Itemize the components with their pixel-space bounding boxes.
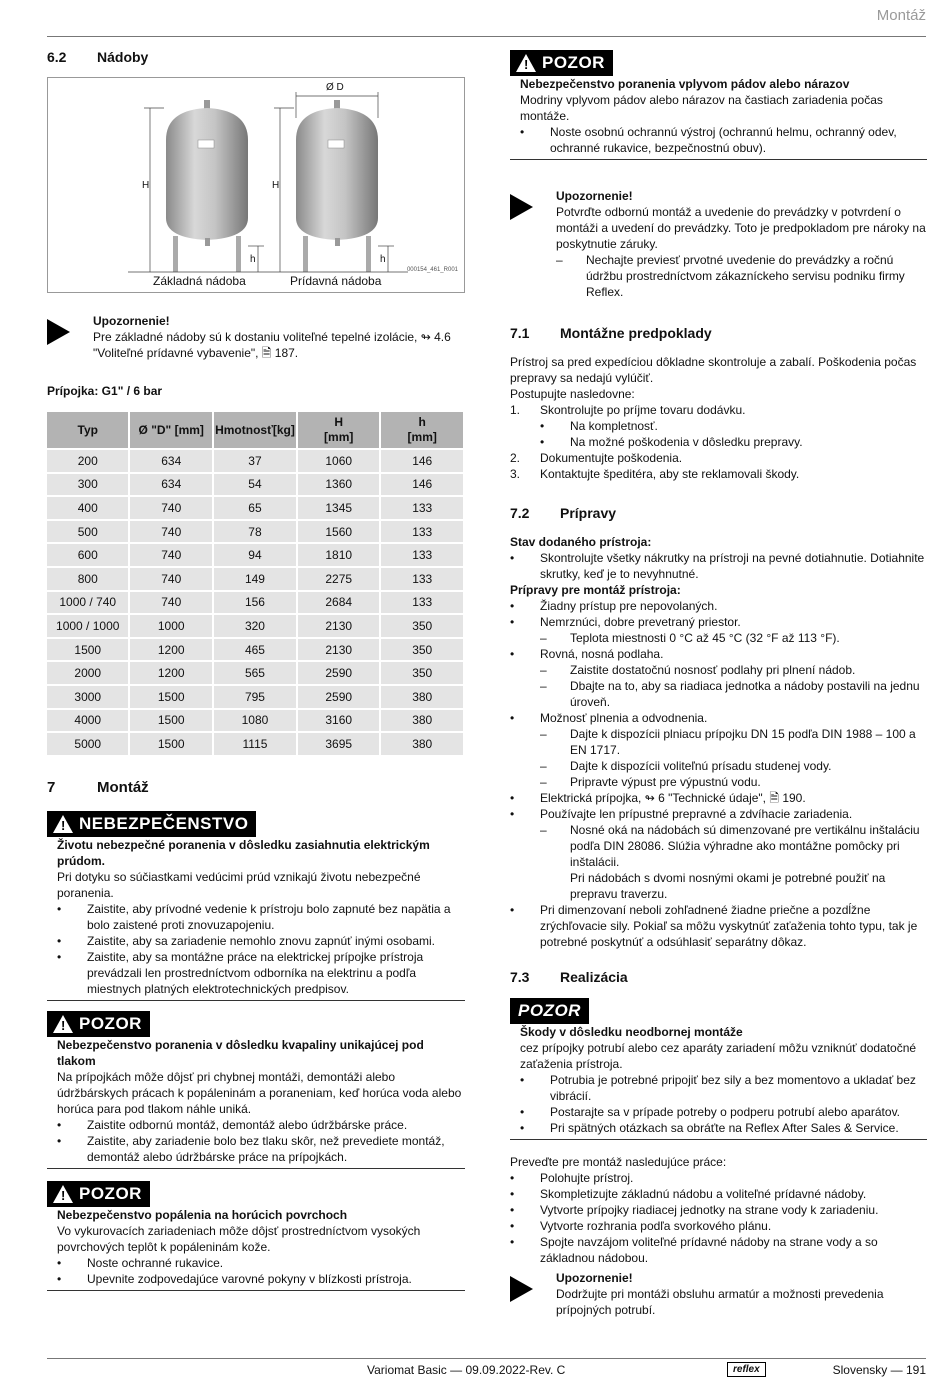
list-item	[57, 901, 465, 933]
table-cell: 1000	[130, 615, 212, 637]
connection-spec: Prípojka: G1" / 6 bar	[47, 384, 163, 398]
table-cell: 37	[214, 450, 296, 472]
table-cell: 65	[214, 497, 296, 519]
note-title: Upozornenie!	[556, 189, 633, 203]
arrow-icon	[510, 188, 556, 300]
header-rule	[47, 36, 926, 37]
additional-vessel-graphic	[296, 100, 378, 272]
s71-text2: Postupujte nasledovne:	[510, 387, 635, 401]
bullet: •	[510, 903, 515, 917]
table-cell: 1200	[130, 639, 212, 661]
table-cell: 1810	[298, 544, 380, 566]
table-row	[47, 733, 463, 755]
table-cell: 2590	[298, 662, 380, 684]
dim-h-label-right: H	[272, 180, 280, 191]
dim-small-h-label-left: h	[250, 254, 256, 265]
dash: –	[540, 727, 547, 741]
table-cell: 78	[214, 521, 296, 543]
item-text: Používajte len prípustné prepravné a zdvíhacie zariadenia.	[540, 807, 853, 821]
table-cell: 634	[130, 474, 212, 496]
subheading-delivered-state: Stav dodaného prístroja:	[510, 535, 652, 549]
note-fittings	[510, 1270, 927, 1318]
footer-rule	[47, 1358, 926, 1359]
table-cell: 800	[47, 568, 128, 590]
bullet: •	[57, 901, 62, 916]
table-cell: 300	[47, 474, 128, 496]
dim-small-h-label-right: h	[380, 254, 386, 265]
table-cell: 380	[381, 733, 463, 755]
note-title: Upozornenie!	[556, 1271, 633, 1285]
warning-title: Nebezpečenstvo poranenia v dôsledku kvapaliny unikajúcej pod tlakom	[57, 1037, 424, 1068]
table-cell: 634	[130, 450, 212, 472]
list-item	[510, 450, 927, 466]
caution-pressure-block	[47, 1011, 465, 1169]
badge-label: POZOR	[542, 53, 605, 72]
table-cell: 133	[381, 521, 463, 543]
note-title: Upozornenie!	[93, 314, 170, 328]
danger-badge	[47, 811, 256, 837]
table-row	[47, 615, 463, 637]
item-text: Kontaktujte špeditéra, aby ste reklamovali škody.	[540, 467, 800, 481]
header-chapter: Montáž	[876, 7, 926, 24]
item-text: Spojte navzájom voliteľné prídavné nádoby na strane vody a so základnou nádobou.	[540, 1235, 878, 1265]
table-row	[47, 544, 463, 566]
list-item	[510, 806, 927, 822]
note-text: Potvrďte odbornú montáž a uvedenie do prevádzky v potvrdení o montáži a uvedení do prevádzky. Toto je predpokladom pre nároky na poskytnutie záruky.	[556, 205, 926, 251]
bullet: •	[510, 807, 515, 821]
table-row	[47, 592, 463, 614]
list-item	[520, 1104, 927, 1120]
list-item	[510, 1170, 927, 1186]
table-cell: 795	[214, 686, 296, 708]
caution-badge	[510, 998, 589, 1024]
base-vessel-graphic	[166, 100, 248, 272]
section-title: Montáž	[97, 778, 149, 796]
subheading-preparations: Prípravy pre montáž prístroja:	[510, 583, 681, 597]
table-cell: 146	[381, 474, 463, 496]
item-text: Pripravte výpust pre výpustnú vodu.	[570, 775, 761, 789]
table-cell: 2275	[298, 568, 380, 590]
item-text: Nosné oká na nádobách sú dimenzované pre vertikálnu inštaláciu podľa DIN 28086. Slúžia výhradne ako montážne pomôcky pri inštalácii.	[570, 823, 920, 869]
table-cell: 1500	[130, 710, 212, 732]
spacer	[540, 870, 570, 902]
table-cell: 2130	[298, 615, 380, 637]
vessel-drawing	[48, 78, 464, 292]
table-cell: 5000	[47, 733, 128, 755]
table-cell: 1000 / 740	[47, 592, 128, 614]
list-item	[57, 1255, 465, 1271]
list-item	[520, 1120, 927, 1136]
item-text: Skontrolujte po príjme tovaru dodávku.	[540, 403, 746, 417]
warning-text: Modriny vplyvom pádov alebo nárazov na častiach zariadenia počas montáže.	[520, 93, 883, 123]
list-item	[57, 1117, 465, 1133]
table-cell: 600	[47, 544, 128, 566]
table-cell: 146	[381, 450, 463, 472]
col-header-diameter: Ø "D" [mm]	[130, 412, 212, 448]
item-text: Zaistite odbornú montáž, demontáž alebo údržbárske práce.	[87, 1117, 408, 1132]
section-number: 7.2	[510, 505, 530, 521]
step-number: 3.	[510, 467, 521, 481]
list-item	[510, 902, 927, 950]
table-cell: 2000	[47, 662, 128, 684]
section-number: 7	[47, 778, 56, 796]
list-item	[57, 933, 465, 949]
table-cell: 1500	[130, 686, 212, 708]
item-text: Rovná, nosná podlaha.	[540, 647, 664, 661]
item-text: Skompletizujte základnú nádobu a voliteľné prídavné nádoby.	[540, 1187, 867, 1201]
warning-text: Vo vykurovacích zariadeniach môže dôjsť prostredníctvom vysokých povrchových teplôt k popáleninám kože.	[57, 1223, 421, 1254]
badge-label: POZOR	[79, 1013, 142, 1033]
bullet: •	[520, 1105, 525, 1119]
list-item	[57, 949, 465, 997]
item-text: Elektrická prípojka, ↬ 6 "Technické údaje", 🗎 190.	[540, 791, 806, 805]
bullet: •	[510, 1187, 515, 1201]
list-item	[510, 614, 927, 630]
item-text: Možnosť plnenia a odvodnenia.	[540, 711, 708, 725]
item-text: Pri nádobách s dvomi nosnými okami je potrebné použiť na prepravu traverzu.	[570, 871, 886, 901]
warning-title: Nebezpečenstvo popálenia na horúcich povrchoch	[57, 1207, 348, 1222]
item-text: Pri spätných otázkach sa obráťte na Reflex After Sales & Service.	[550, 1121, 899, 1135]
table-cell: 350	[381, 662, 463, 684]
table-cell: 133	[381, 544, 463, 566]
bullet: •	[510, 1203, 515, 1217]
note-text: Pre základné nádoby sú k dostaniu voliteľné tepelné izolácie, ↬ 4.6 "Voliteľné prídavné vybavenie", 🗎 187.	[93, 330, 451, 360]
list-item	[540, 726, 927, 758]
list-item	[57, 1271, 465, 1287]
item-text: Skontrolujte všetky nákrutky na prístroji na pevné dotiahnutie. Dotiahnite skrutky, keď je to nevyhnutné.	[540, 551, 925, 581]
item-text: Dajte k dispozícii plniacu prípojku DN 15 podľa DIN 1988 – 100 a EN 1717.	[570, 727, 916, 757]
table-cell: 350	[381, 615, 463, 637]
dash: –	[540, 759, 547, 773]
list-item	[510, 710, 927, 726]
list-item	[510, 550, 927, 582]
vessel-figure	[47, 77, 465, 293]
item-text: Nechajte previesť prvotné uvedenie do prevádzky a ročnú údržbu prostredníctvom zákazníckeho servisu podniku firmy Reflex.	[586, 253, 905, 299]
table-cell: 380	[381, 710, 463, 732]
right-column	[510, 50, 927, 1318]
note-text: Dodržujte pri montáži obsluhu armatúr a možnosti prevedenia prípojných potrubí.	[556, 1287, 884, 1317]
item-text: Noste ochranné rukavice.	[87, 1255, 224, 1270]
dash: –	[540, 775, 547, 789]
dim-diameter-label: Ø D	[326, 82, 344, 93]
table-cell: 320	[214, 615, 296, 637]
danger-electric-block	[47, 811, 465, 1001]
section-number: 6.2	[47, 49, 67, 65]
reflex-logo: reflex	[727, 1362, 766, 1377]
item-text: Pri dimenzovaní neboli zohľadnené žiadne priečne a pozdĺžne zrýchľovacie sily. Pokiaľ sa môžu vyskytnúť zaťaženia tohto typu, tak je potrebné poskytnúť a odsúhlasiť separátny dôkaz.	[540, 903, 918, 949]
table-cell: 1060	[298, 450, 380, 472]
item-text: Vytvorte prípojky riadiacej jednotky na strane vody k zariadeniu.	[540, 1203, 879, 1217]
badge-label: NEBEZPEČENSTVO	[79, 813, 249, 833]
list-item	[510, 1186, 927, 1202]
caution-badge	[47, 1011, 150, 1037]
item-text: Žiadny prístup pre nepovolaných.	[540, 599, 718, 613]
table-cell: 94	[214, 544, 296, 566]
section-title: Nádoby	[97, 49, 149, 65]
note-commissioning	[510, 188, 927, 300]
item-text: Nemrznúci, dobre prevetraný priestor.	[540, 615, 741, 629]
list-item	[540, 870, 927, 902]
figure-code: 000154_461_R001	[406, 267, 458, 273]
warning-text: cez prípojky potrubí alebo cez aparáty zariadení môžu vzniknúť dodatočné zaťaženia prístroja.	[520, 1041, 917, 1071]
list-item	[540, 418, 927, 434]
list-item	[520, 124, 927, 156]
table-cell: 500	[47, 521, 128, 543]
item-text: Dokumentujte poškodenia.	[540, 451, 683, 465]
list-item	[510, 1234, 927, 1266]
bullet: •	[510, 711, 515, 725]
s71-text1: Prístroj sa pred expedíciou dôkladne skontroluje a zabalí. Poškodenia počas prepravy sa nedajú vylúčiť.	[510, 355, 917, 385]
warning-triangle-icon: !	[53, 1185, 73, 1203]
section-7-2-heading	[510, 504, 927, 522]
dash: –	[556, 253, 563, 267]
section-number: 7.1	[510, 325, 530, 341]
table-cell: 565	[214, 662, 296, 684]
table-cell: 740	[130, 497, 212, 519]
table-cell: 1080	[214, 710, 296, 732]
dash: –	[540, 663, 547, 677]
bullet: •	[510, 1219, 515, 1233]
table-row	[47, 521, 463, 543]
table-cell: 350	[381, 639, 463, 661]
item-text: Upevnite zodpovedajúce varovné pokyny v blízkosti prístroja.	[87, 1271, 412, 1286]
table-cell: 4000	[47, 710, 128, 732]
bullet: •	[520, 1121, 525, 1135]
list-item	[540, 662, 927, 678]
table-cell: 2590	[298, 686, 380, 708]
caption-base-vessel: Základná nádoba	[153, 274, 246, 288]
section-7-heading	[47, 779, 465, 797]
table-cell: 400	[47, 497, 128, 519]
table-row	[47, 639, 463, 661]
table-row	[47, 710, 463, 732]
table-cell: 54	[214, 474, 296, 496]
list-item	[540, 758, 927, 774]
note-insulation	[47, 313, 465, 361]
table-row	[47, 474, 463, 496]
item-text: Zaistite, aby zariadenie bolo bez tlaku skôr, než prevediete montáž, demontáž alebo údržbárske práce na prípojkách.	[87, 1133, 445, 1164]
table-cell: 200	[47, 450, 128, 472]
table-cell: 1345	[298, 497, 380, 519]
caution-burn-block	[47, 1181, 465, 1291]
bullet: •	[57, 1255, 62, 1270]
warning-title: Nebezpečenstvo poranenia vplyvom pádov alebo nárazov	[520, 77, 850, 91]
bullet: •	[510, 615, 515, 629]
list-item	[540, 822, 927, 870]
item-text: Zaistite, aby sa zariadenie nemohlo znovu zapnúť inými osobami.	[87, 933, 436, 948]
bullet: •	[57, 1133, 62, 1148]
list-item	[57, 1133, 465, 1165]
step-number: 1.	[510, 403, 521, 417]
table-cell: 3695	[298, 733, 380, 755]
table-cell: 133	[381, 497, 463, 519]
item-text: Polohujte prístroj.	[540, 1171, 634, 1185]
table-row	[47, 686, 463, 708]
item-text: Na kompletnosť.	[570, 419, 658, 433]
item-text: Teplota miestnosti 0 °C až 45 °C (32 °F až 113 °F).	[570, 631, 840, 645]
caption-additional-vessel: Prídavná nádoba	[290, 274, 382, 288]
table-cell: 1560	[298, 521, 380, 543]
table-header-row	[47, 412, 463, 448]
step-number: 2.	[510, 451, 521, 465]
col-header-weight: Hmotnosť[kg]	[214, 412, 296, 448]
dash: –	[540, 631, 547, 645]
warning-triangle-icon: !	[53, 1015, 73, 1033]
bullet: •	[540, 419, 545, 433]
caution-badge	[510, 50, 613, 76]
dash: –	[540, 679, 547, 693]
works-intro: Preveďte pre montáž nasledujúce práce:	[510, 1155, 727, 1169]
bullet: •	[57, 1271, 62, 1286]
badge-label: POZOR	[518, 1001, 581, 1020]
section-number: 7.3	[510, 969, 530, 985]
bullet: •	[510, 551, 515, 565]
bullet: •	[510, 647, 515, 661]
warning-title: Životu nebezpečné poranenia v dôsledku zasiahnutia elektrickým prúdom.	[57, 837, 430, 868]
item-text: Na možné poškodenia v dôsledku prepravy.	[570, 435, 803, 449]
table-row	[47, 568, 463, 590]
bullet: •	[540, 435, 545, 449]
table-cell: 149	[214, 568, 296, 590]
table-cell: 1500	[47, 639, 128, 661]
vessel-table	[45, 410, 465, 757]
section-7-3-heading	[510, 968, 927, 986]
arrow-icon	[510, 1270, 556, 1318]
list-item	[510, 646, 927, 662]
caution-fall-block	[510, 50, 927, 160]
section-7-1-heading	[510, 324, 927, 342]
table-cell: 2130	[298, 639, 380, 661]
table-cell: 133	[381, 592, 463, 614]
col-header-small-h: h [mm]	[381, 412, 463, 448]
col-header-height: H [mm]	[298, 412, 380, 448]
table-cell: 1000 / 1000	[47, 615, 128, 637]
item-text: Potrubia je potrebné pripojiť bez sily a bez momentovo a ukladať bez vibrácií.	[550, 1073, 916, 1103]
table-cell: 740	[130, 521, 212, 543]
bullet: •	[57, 1117, 62, 1132]
table-row	[47, 497, 463, 519]
warning-title: Škody v dôsledku neodbornej montáže	[520, 1025, 743, 1039]
list-item	[540, 678, 927, 710]
table-cell: 740	[130, 568, 212, 590]
bullet: •	[57, 949, 62, 964]
table-cell: 156	[214, 592, 296, 614]
list-item	[510, 1202, 927, 1218]
bullet: •	[510, 791, 515, 805]
arrow-icon	[47, 313, 93, 361]
item-text: Zaistite, aby prívodné vedenie k prístroju bolo zapnuté bez napätia a bolo zaistené proti znovuzapojeniu.	[87, 901, 451, 932]
table-cell: 3160	[298, 710, 380, 732]
dash: –	[540, 823, 547, 837]
list-item	[510, 790, 927, 806]
footer-doc: Variomat Basic — 09.09.2022-Rev. C	[367, 1363, 566, 1377]
list-item	[520, 1072, 927, 1104]
item-text: Noste osobnú ochrannú výstroj (ochrannú helmu, ochranný odev, ochranné rukavice, bezpečnostnú obuv).	[550, 125, 897, 155]
left-column	[47, 48, 465, 1291]
caution-improper-installation-block	[510, 998, 927, 1140]
bullet: •	[520, 1073, 525, 1087]
item-text: Dbajte na to, aby sa riadiaca jednotka a nádoby postavili na jednu úroveň.	[570, 679, 920, 709]
footer-page: Slovensky — 191	[832, 1363, 926, 1377]
table-cell: 1500	[130, 733, 212, 755]
table-cell: 1200	[130, 662, 212, 684]
table-cell: 133	[381, 568, 463, 590]
warning-triangle-icon: !	[53, 815, 73, 833]
table-cell: 3000	[47, 686, 128, 708]
item-text: Zaistite, aby sa montážne práce na elektrickej prípojke prístroja prevádzali len prostredníctvom odborníka na elektrinu a podľa miestnych platných elektrotechnických predpisov.	[87, 949, 424, 996]
warning-text: Na prípojkách môže dôjsť pri chybnej montáži, demontáži alebo údržbárskych prácach k popáleninám a poraneniam, keď horúca voda alebo horúca para pod tlakom náhle uniká.	[57, 1069, 462, 1116]
section-title: Prípravy	[560, 505, 617, 521]
table-cell: 740	[130, 544, 212, 566]
bullet: •	[57, 933, 62, 948]
bullet: •	[510, 599, 515, 613]
bullet: •	[520, 125, 525, 139]
warning-triangle-icon: !	[516, 54, 536, 72]
table-cell: 2684	[298, 592, 380, 614]
table-cell: 380	[381, 686, 463, 708]
col-header-type: Typ	[47, 412, 128, 448]
dim-h-label-left: H	[142, 180, 150, 191]
table-cell: 1115	[214, 733, 296, 755]
list-item	[510, 466, 927, 482]
section-title: Montážne predpoklady	[560, 325, 712, 341]
list-item	[510, 1218, 927, 1234]
caution-badge	[47, 1181, 150, 1207]
item-text: Dajte k dispozícii voliteľnú prísadu studenej vody.	[570, 759, 832, 773]
warning-text: Pri dotyku so súčiastkami vedúcimi prúd vznikajú životu nebezpečné poranenia.	[57, 869, 421, 900]
table-row	[47, 662, 463, 684]
badge-label: POZOR	[79, 1183, 142, 1203]
table-cell: 465	[214, 639, 296, 661]
list-item	[540, 630, 927, 646]
list-item	[540, 434, 927, 450]
list-item	[510, 402, 927, 418]
bullet: •	[510, 1171, 515, 1185]
item-text: Postarajte sa v prípade potreby o podperu potrubí alebo aparátov.	[550, 1105, 901, 1119]
item-text: Zaistite dostatočnú nosnosť podlahy pri plnení nádob.	[570, 663, 856, 677]
list-item	[556, 252, 927, 300]
section-6-2-heading	[47, 48, 465, 66]
list-item	[540, 774, 927, 790]
item-text: Vytvorte rozhrania podľa svorkového plánu.	[540, 1219, 772, 1233]
section-title: Realizácia	[560, 969, 628, 985]
table-cell: 1360	[298, 474, 380, 496]
table-row	[47, 450, 463, 472]
bullet: •	[510, 1235, 515, 1249]
list-item	[510, 598, 927, 614]
table-cell: 740	[130, 592, 212, 614]
